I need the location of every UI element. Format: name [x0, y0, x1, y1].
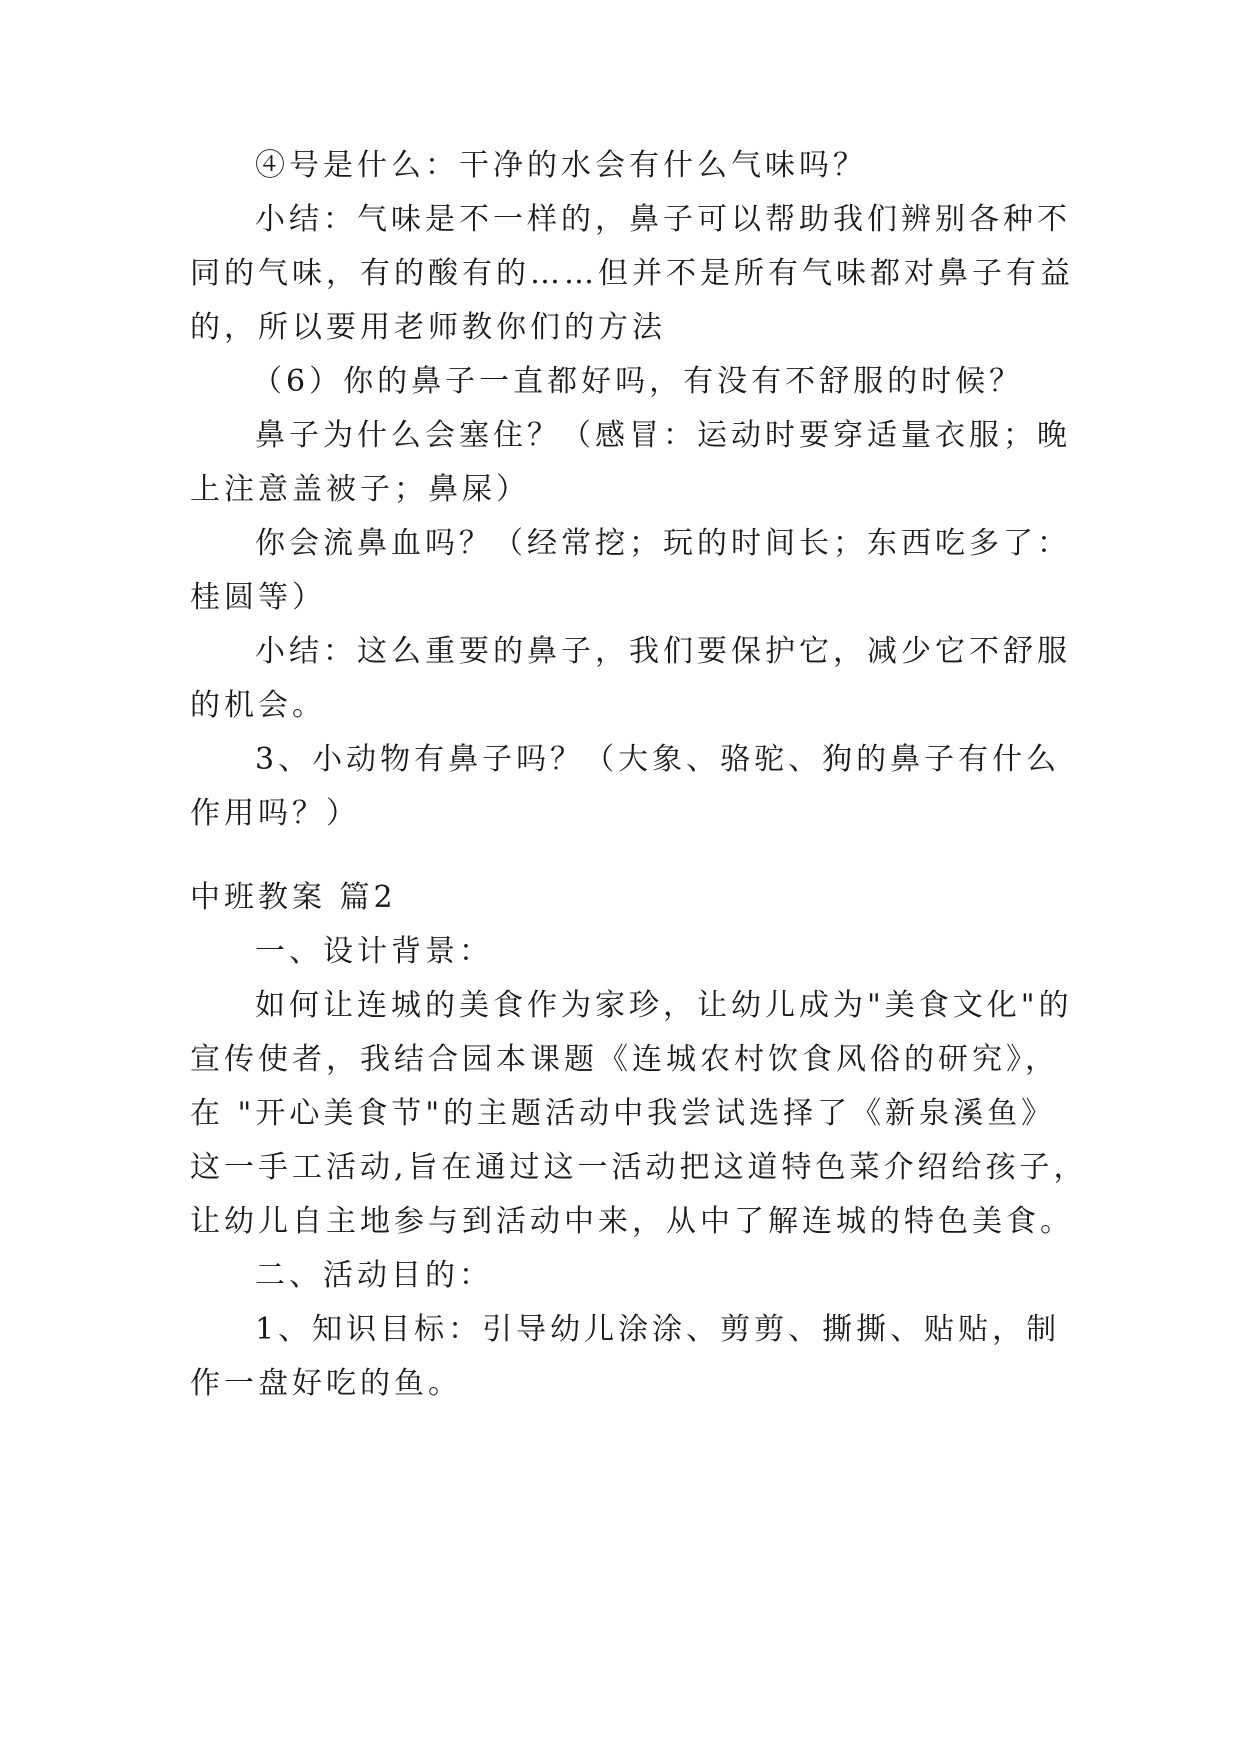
text-line: 小结：气味是不一样的，鼻子可以帮助我们辨别各种不 [255, 202, 1071, 237]
text-line: 桂圆等） [190, 580, 326, 615]
text-line: 的机会。 [190, 688, 326, 723]
text-line: 作一盘好吃的鱼。 [190, 1366, 462, 1401]
text-line: 一、设计背景： [255, 934, 493, 969]
text-line: 这一手工活动,旨在通过这一活动把这道特色菜介绍给孩子， [190, 1150, 1088, 1185]
text-line: 如何让连城的美食作为家珍，让幼儿成为"美食文化"的 [255, 988, 1073, 1023]
text-line: 的，所以要用老师教你们的方法 [190, 310, 666, 345]
section-heading: 中班教案 篇2 [190, 880, 397, 915]
text-line: 你会流鼻血吗？（经常挖；玩的时间长；东西吃多了： [255, 526, 1071, 561]
text-line: 3、小动物有鼻子吗？（大象、骆驼、狗的鼻子有什么 [255, 742, 1061, 777]
text-line: 宣传使者，我结合园本课题《连城农村饮食风俗的研究》， [190, 1042, 1059, 1077]
text-line: 在 "开心美食节"的主题活动中我尝试选择了《新泉溪鱼》 [190, 1096, 1056, 1131]
text-line: 让幼儿自主地参与到活动中来，从中了解连城的特色美食。 [190, 1204, 1074, 1239]
text-line: （6）你的鼻子一直都好吗，有没有不舒服的时候？ [252, 364, 1024, 399]
text-line: 同的气味，有的酸有的……但并不是所有气味都对鼻子有益 [190, 256, 1074, 291]
text-line: 上注意盖被子；鼻屎） [190, 472, 530, 507]
text-line: ④号是什么：干净的水会有什么气味吗？ [255, 148, 867, 183]
text-line: 鼻子为什么会塞住？（感冒：运动时要穿适量衣服；晚 [255, 418, 1071, 453]
text-line: 二、活动目的： [255, 1258, 493, 1293]
text-line: 小结：这么重要的鼻子，我们要保护它，减少它不舒服 [255, 634, 1071, 669]
text-line: 作用吗？） [190, 796, 360, 831]
text-line: 1、知识目标：引导幼儿涂涂、剪剪、撕撕、贴贴，制 [255, 1312, 1061, 1347]
